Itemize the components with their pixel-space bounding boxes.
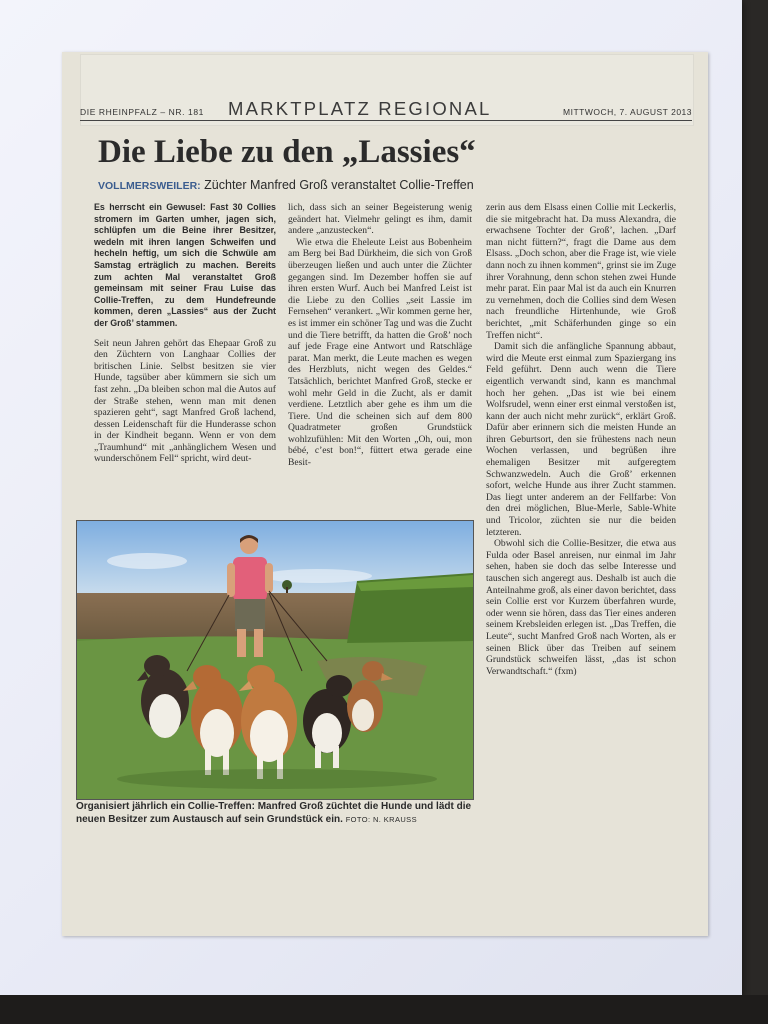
subline-text: Züchter Manfred Groß veranstaltet Collie-Treffen	[204, 178, 474, 192]
newspaper-clipping	[62, 52, 708, 936]
paragraph: Seit neun Jahren gehört das Ehepaar Groß zu den Züchtern von Langhaar Collies der britischen Linie. Selbst besitzen sie vier Hunde, tagsüber aber kümmern sie sich um fast zehn. „Da bleiben schon mal die Autos auf der Straße stehen, wenn man mit denen spazieren geht“, sagt Manfred Groß lachend, dessen Leidenschaft für die Hunderasse schon in der Kindheit begann. Wenn er von dem „Traumhund“ mit „anhänglichem Wesen und wunderschönem Fell“ spricht, wird deut-	[94, 337, 276, 465]
photo-credit: FOTO: N. KRAUSS	[345, 815, 417, 824]
article-lead: Es herrscht ein Gewusel: Fast 30 Collies stromern im Garten umher, jagen sich, schlüpfen um die Beine ihrer Besitzer, wedeln mit ihren langen Schweifen und hecheln heftig, um sich die Schwüle am Samstag erträglich zu machen. Bereits zum achten Mal veranstaltet Groß gemeinsam mit seiner Frau Luise das Collie-Treffen, zu dem Hundefreunde kommen, deren „Lassies“ aus der Zucht der Groß’ stammen.	[94, 202, 276, 328]
dateline-place: VOLLMERSWEILER:	[98, 180, 201, 192]
section-title: MARKTPLATZ REGIONAL	[228, 98, 492, 119]
article-photo	[76, 520, 474, 800]
article-column-2	[288, 202, 472, 514]
newspaper-name: DIE RHEINPFALZ – NR. 181	[80, 107, 204, 117]
table-surface	[0, 995, 768, 1024]
paragraph: Wie etwa die Eheleute Leist aus Bobenheim am Berg bei Bad Dürkheim, die sich von Groß überzeugen ließen und auch unter die Züchter gegangen sind. Im Dezember hoffen sie auf ihren ersten Wurf. Auch bei Manfred Leist ist die Liebe zu den Collies „seit Lassie im Fernsehen“ verankert. „Wir kommen gerne her, es ist immer ein schöner Tag und was die Zucht und die Tiere betrifft, da hatten die Groß’ noch auf jede Frage eine Antwort und Ratschläge parat. Man merkt, die Leute machen es wegen des Herzbluts, nicht wegen des Geldes.“ Tatsächlich, berichtet Manfred Groß, stecke er wohl mehr Geld in die Zucht, als er damit verdiene. Letztlich aber gehe es ihm um die Tiere. Und die scheinen sich auf dem 800 Quadratmeter großen Grundstück wohlzufühlen: Mit den Worten „Oh, oui, mon bébé, c’est bon!“, füttert etwa gerade eine Besit-	[288, 236, 472, 469]
photo-illustration	[77, 521, 473, 799]
article-headline: Die Liebe zu den „Lassies“	[98, 134, 476, 170]
paragraph: lich, dass sich an seiner Begeisterung wenig geändert hat. Vielmehr gelingt es ihm, damit andere „anzustecken“.	[288, 202, 472, 237]
issue-date: MITTWOCH, 7. AUGUST 2013	[563, 107, 692, 117]
page-header	[80, 96, 692, 121]
article-column-3	[486, 202, 676, 830]
paragraph: Obwohl sich die Collie-Besitzer, die etwa aus Fulda oder Basel anreisen, nur einmal im Jahr sehen, haben sie doch das selbe Interesse und tauschen sich angeregt aus. Deshalb ist auch die Anteilnahme groß, als einer davon berichtet, dass sein Collie erst vor Kurzem überfahren wurde, oder wenn sie hören, dass das Tier eines anderen seinem Krebsleiden erlegen ist. „Das Treffen, die Leute“, sucht Manfred Groß nach Worten, als er seinen Blick über das Treiben auf seinem Grundstück schweifen lässt, „das ist schon Verwandtschaft.“ (fxm)	[486, 538, 676, 677]
paragraph: zerin aus dem Elsass einen Collie mit Leckerlis, die sie mitgebracht hat. Da muss Alexandra, die erwachsene Tochter der Groß’, lachen. „Darf man nicht füttern?“, fragt die Dame aus dem Elsass. „Doch schon, aber die Frage ist, wie viele dann noch zu ihnen kommen“, grinst sie im Zuge ihrer Vorahnung, denn schon stehen zwei Hunde mehr parat. Ein paar Mal ist da auch ein Knurren zu vernehmen, doch die Collies sind dem Wesen nach freundliche Hirtenhunde, wie Groß berichtet, „mit Schäferhunden ginge so ein Treffen nicht“.	[486, 202, 676, 341]
article-subline	[98, 178, 474, 192]
photo-caption	[76, 800, 474, 826]
paragraph: Damit sich die anfängliche Spannung abbaut, wird die Meute erst einmal zum Spaziergang ins Feld geführt. Denn auch wenn die Tiere eigentlich verwandt sind, kann es manchmal hoch her gehen. „Das ist wie bei einem Wolfsrudel, wenn einer erst einmal verstoßen ist, kann der auch nicht mehr zurück“, erklärt Groß. Dafür aber erinnern sich die meisten Hunde an ihren Geburtsort, den sie frühestens nach neun Wochen verlassen, und begrüßen ihre ehemaligen Besitzer mit aufgeregtem Schwanzwedeln. Auch die Groß’ erkennen sofort, welche Hunde aus ihrer Zucht stammen. Das liegt unter anderem an der Fellfarbe: Von den drei möglichen, Blue-Merle, Sable-White und Tricolor, züchten sie nur die beiden letzteren.	[486, 341, 676, 538]
article-column-1	[94, 202, 276, 514]
caption-text: Organisiert jährlich ein Collie-Treffen: Manfred Groß züchtet die Hunde und lädt die neuen Besitzer zum Austausch auf sein Grundstück ein.	[76, 801, 472, 825]
